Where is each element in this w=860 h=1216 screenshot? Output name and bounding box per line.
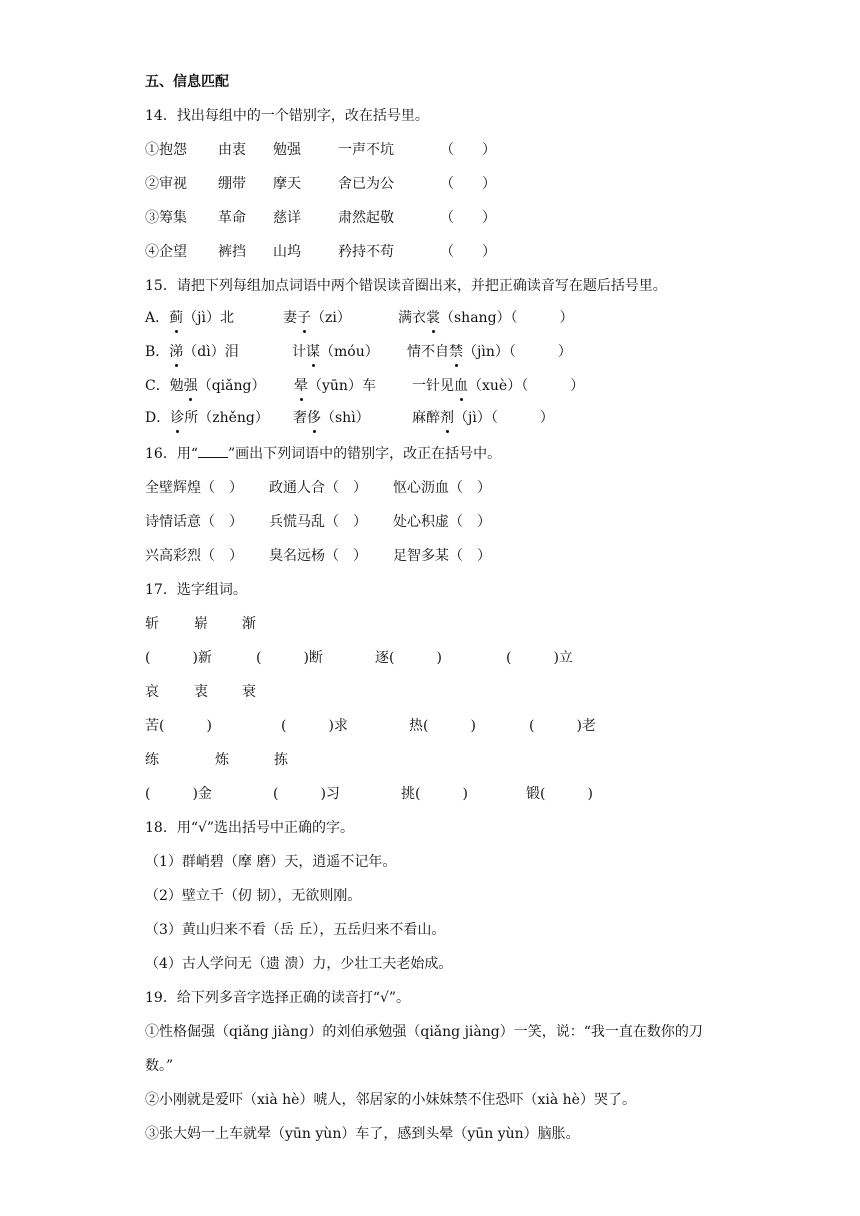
q18-item: （1）群峭碧（摩 磨）天，逍遥不记年。	[145, 854, 397, 870]
section-title: 五、信息匹配	[145, 74, 229, 90]
q14-word: 绷带	[218, 176, 246, 192]
q18-item: （3）黄山归来不看（岳 丘），五岳归来不看山。	[145, 922, 446, 938]
q15-option: 计谋（móu）	[292, 344, 379, 360]
q17-title: 17．选字组词。	[145, 582, 247, 598]
q15-option: 奢侈（shì）	[293, 410, 370, 426]
q14-answer-paren: （ ）	[440, 176, 496, 192]
q15-option: 满衣裳（shang）（ ）	[398, 310, 574, 326]
q18-item: （4）古人学问无（遗 溃）力，少壮工夫老始成。	[145, 956, 453, 972]
q14-answer-paren: （ ）	[440, 210, 496, 226]
q15-option: B．涕（dì）泪	[145, 344, 239, 360]
q15-option: A．蓟（jì）北	[145, 310, 234, 326]
q16-word: 兴高彩烈（ ）	[145, 548, 243, 564]
fill-blank: ( )新	[145, 650, 212, 666]
q14-word: 舍已为公	[338, 176, 394, 192]
q15-option: C．勉强（qiǎng）	[145, 378, 266, 394]
q19-item-continuation: 数。”	[145, 1058, 174, 1074]
q15-option: 麻醉剂（jì）（ ）	[412, 410, 554, 426]
q14-word: 革命	[218, 210, 246, 226]
q14-word: 摩天	[273, 176, 301, 192]
q14-word: 裤挡	[218, 244, 246, 260]
q16-word: 臭名远杨（ ）	[269, 548, 367, 564]
q15-option: 一针见血（xuè）（ ）	[412, 378, 585, 394]
q16-word: 处心积虚（ ）	[393, 514, 491, 530]
q16-word: 兵慌马乱（ ）	[269, 514, 367, 530]
q16-word: 全壁辉煌（ ）	[145, 480, 243, 496]
fill-blank: 热( )	[409, 718, 476, 734]
char-option: 渐	[242, 616, 256, 632]
q15-option: 晕（yūn）车	[294, 378, 376, 394]
q14-word: 一声不坑	[338, 142, 394, 158]
q19-item: ③张大妈一上车就晕（yūn yùn）车了，感到头晕（yūn yùn）脑胀。	[145, 1126, 580, 1142]
q16-word: 怄心沥血（ ）	[393, 480, 491, 496]
char-option: 衷	[194, 684, 208, 700]
q15-title: 15．请把下列每组加点词语中两个错误读音圈出来，并把正确读音写在题后括号里。	[145, 278, 667, 294]
q14-answer-paren: （ ）	[440, 244, 496, 260]
q16-word: 政通人合（ ）	[269, 480, 367, 496]
q14-word: 慈详	[273, 210, 301, 226]
fill-blank: ( )金	[145, 786, 212, 802]
q14-word: 矜持不苟	[338, 244, 394, 260]
q14-word: 山坞	[273, 244, 301, 260]
q18-title: 18．用“√”选出括号中正确的字。	[145, 820, 355, 836]
q14-answer-paren: （ ）	[440, 142, 496, 158]
char-option: 崭	[194, 616, 208, 632]
q14-title: 14．找出每组中的一个错别字，改在括号里。	[145, 108, 429, 124]
fill-blank: ( )断	[256, 650, 323, 666]
fill-blank: ( )立	[506, 650, 573, 666]
underline-marker	[198, 445, 228, 458]
fill-blank: 锻( )	[526, 786, 593, 802]
char-option: 炼	[215, 752, 229, 768]
fill-blank: 苦( )	[145, 718, 212, 734]
q15-option: 妻子（zi）	[283, 310, 351, 326]
fill-blank: 逐( )	[375, 650, 442, 666]
q14-word: ①抱怨	[145, 142, 187, 158]
q19-item: ②小刚就是爱吓（xià hè）唬人，邻居家的小妹妹禁不住恐吓（xià hè）哭了。	[145, 1092, 636, 1108]
q14-word: 勉强	[273, 142, 301, 158]
fill-blank: ( )习	[273, 786, 340, 802]
q19-title: 19．给下列多音字选择正确的读音打“√”。	[145, 990, 411, 1006]
fill-blank: 挑( )	[401, 786, 468, 802]
fill-blank: ( )求	[281, 718, 348, 734]
char-option: 斩	[145, 616, 159, 632]
q15-option: D．诊所（zhěng）	[145, 410, 269, 426]
char-option: 哀	[145, 684, 159, 700]
q14-word: 肃然起敬	[338, 210, 394, 226]
q16-word: 足智多某（ ）	[393, 548, 491, 564]
q16-word: 诗情话意（ ）	[145, 514, 243, 530]
q18-item: （2）壁立千（仞 韧），无欲则刚。	[145, 888, 362, 904]
char-option: 练	[145, 752, 159, 768]
q16-title: 16．用“ ”画出下列词语中的错别字，改正在括号中。	[145, 446, 502, 462]
q14-word: ③筹集	[145, 210, 187, 226]
fill-blank: ( )老	[529, 718, 596, 734]
q15-option: 情不自禁（jìn）（ ）	[407, 344, 572, 360]
char-option: 拣	[274, 752, 288, 768]
q14-word: ②审视	[145, 176, 187, 192]
q19-item: ①性格倔强（qiǎng jiàng）的刘伯承勉强（qiǎng jiàng）一笑，说：“我一直在数你的刀	[145, 1024, 703, 1040]
char-option: 衰	[242, 684, 256, 700]
q14-word: ④企望	[145, 244, 187, 260]
q14-word: 由衷	[218, 142, 246, 158]
